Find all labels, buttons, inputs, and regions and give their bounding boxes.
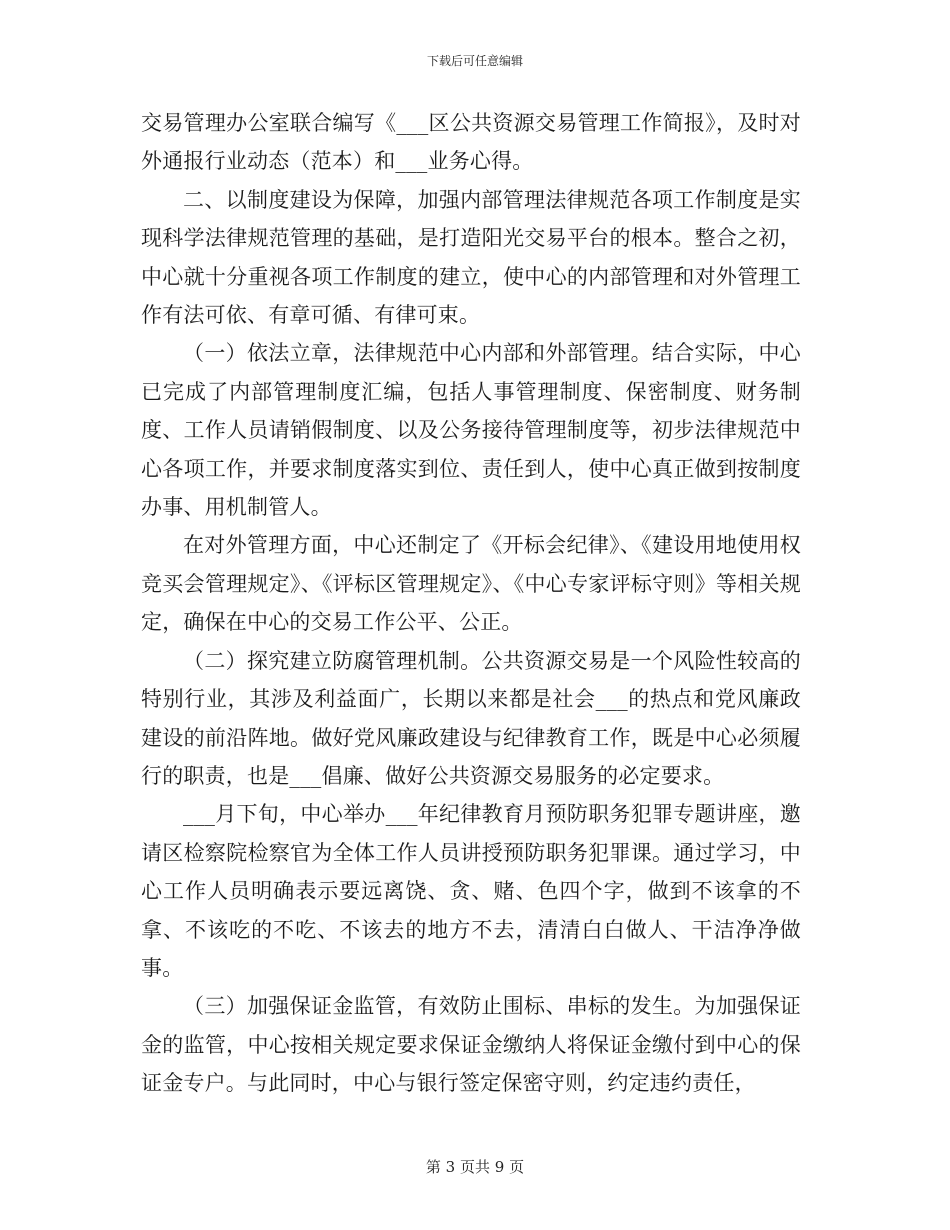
paragraph-subsection-three: （三）加强保证金监管，有效防止围标、串标的发生。为加强保证金的监管，中心按相关规定要求保证金缴纳人将保证金缴付到中心的保证金专户。与此同时，中心与银行签定保密守则，约定违约责任， (141, 994, 801, 1096)
paragraph-external-management: 在对外管理方面，中心还制定了《开标会纪律》、《建设用地使用权竞买会管理规定》、《评标区管理规定》、《中心专家评标守则》等相关规定，确保在中心的交易工作公平、公正。 (141, 533, 801, 635)
page-header: 下载后可任意编辑 (426, 54, 523, 68)
document-body (141, 104, 801, 1103)
paragraph-subsection-one: （一）依法立章，法律规范中心内部和外部管理。结合实际，中心已完成了内部管理制度汇编，包括人事管理制度、保密制度、财务制度、工作人员请销假制度、以及公务接待管理制度等，初步法律规范中心各项工作，并要求制度落实到位、责任到人，使中心真正做到按制度办事、用机制管人。 (141, 341, 801, 520)
paragraph-lecture: ___月下旬，中心举办___年纪律教育月预防职务犯罪专题讲座，邀请区检察院检察官为全体工作人员讲授预防职务犯罪课。通过学习，中心工作人员明确表示要远离饶、贪、赌、色四个字，做到不该拿的不拿、不该吃的不吃、不该去的地方不去，清清白白做人、干洁净净做事。 (141, 802, 801, 980)
page-number: 第 3 页共 9 页 (425, 1158, 525, 1176)
paragraph-subsection-two: （二）探究建立防腐管理机制。公共资源交易是一个风险性较高的特别行业，其涉及利益面广，长期以来都是社会___的热点和党风廉政建设的前沿阵地。做好党风廉政建设与纪律教育工作，既是中心必须履行的职责，也是___倡廉、做好公共资源交易服务的必定要求。 (141, 648, 801, 788)
paragraph-section-two: 二、以制度建设为保障，加强内部管理法律规范各项工作制度是实现科学法律规范管理的基础，是打造阳光交易平台的根本。整合之初，中心就十分重视各项工作制度的建立，使中心的内部管理和对外管理工作有法可依、有章可循、有律可束。 (141, 187, 801, 328)
paragraph-continued: 交易管理办公室联合编写《___区公共资源交易管理工作简报》，及时对外通报行业动态（范本）和___业务心得。 (141, 111, 801, 174)
